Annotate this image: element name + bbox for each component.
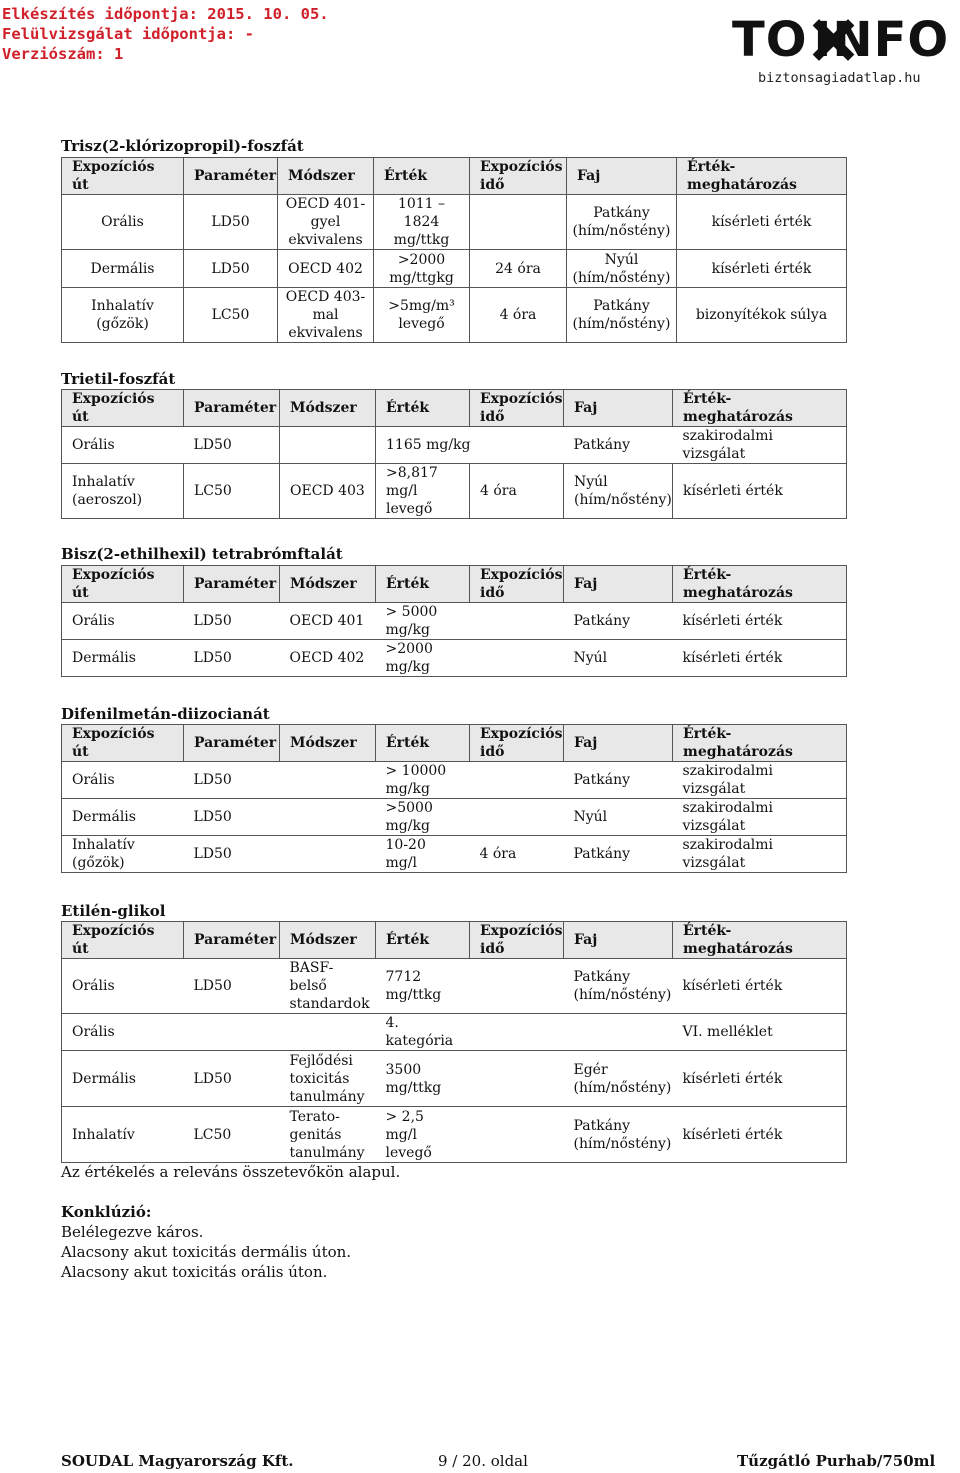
table-cell: OECD 403: [280, 464, 376, 519]
table-row: [62, 250, 847, 288]
table-cell: Patkány: [564, 427, 673, 464]
table-cell: [470, 603, 564, 640]
table-cell: LC50: [184, 464, 280, 519]
table-row: [62, 799, 847, 836]
version-number: Verziószám: 1: [2, 45, 124, 63]
table-cell: Inhalatív (gőzök): [62, 836, 184, 873]
table-header-row: [62, 922, 847, 959]
table-row: [62, 603, 847, 640]
col-header: Módszer: [280, 566, 376, 603]
table-cell: Nyúl (hím/nőstény): [567, 250, 677, 288]
col-header: Érték-meghatározás: [673, 566, 847, 603]
section-title: Difenilmetán-diizocianát: [61, 705, 270, 723]
table-cell: [470, 1051, 564, 1107]
table-cell: Inhalatív (gőzök): [62, 288, 184, 343]
conclusion-title: Konklúzió:: [61, 1203, 152, 1221]
table-cell: kísérleti érték: [673, 959, 847, 1014]
table-cell: szakirodalmi vizsgálat: [673, 799, 847, 836]
table-cell: >8,817 mg/l levegő: [376, 464, 470, 519]
table-row: [62, 288, 847, 343]
footer-product: Tűzgátló Purhab/750ml: [737, 1452, 936, 1470]
table-cell: [280, 427, 376, 464]
table-cell: 4. kategória: [376, 1014, 470, 1051]
table-cell: [184, 1014, 280, 1051]
table-cell: [470, 1014, 564, 1051]
table-cell: 24 óra: [470, 250, 567, 288]
toxicity-table: [61, 921, 847, 1163]
logo-text-left: TO: [732, 12, 808, 68]
col-header: Faj: [564, 922, 673, 959]
table-cell: [470, 959, 564, 1014]
table-cell: Egér (hím/nőstény): [564, 1051, 673, 1107]
table-cell: >2000 mg/ttgkg: [374, 250, 470, 288]
col-header: Faj: [564, 566, 673, 603]
table-cell: > 10000 mg/kg: [376, 762, 470, 799]
table-cell: kísérleti érték: [673, 1051, 847, 1107]
table-cell: 10-20 mg/l: [376, 836, 470, 873]
footer-company: SOUDAL Magyarország Kft.: [61, 1452, 294, 1470]
col-header: Paraméter: [184, 725, 280, 762]
table-cell: Patkány (hím/nőstény): [564, 1107, 673, 1163]
table-cell: 3500 mg/ttkg: [376, 1051, 470, 1107]
conclusion-line: Belélegezve káros.: [61, 1223, 204, 1241]
table-cell: VI. melléklet: [673, 1014, 847, 1051]
col-header: Módszer: [280, 390, 376, 427]
table-cell: Nyúl: [564, 799, 673, 836]
table-header-row: [62, 158, 847, 195]
table-cell: 4 óra: [470, 836, 564, 873]
col-header: Expozíciós idő: [470, 158, 567, 195]
section-title: Trietil-foszfát: [61, 370, 176, 388]
table-header-row: [62, 725, 847, 762]
table-cell: LD50: [184, 250, 278, 288]
col-header: Faj: [567, 158, 677, 195]
col-header: Érték: [376, 725, 470, 762]
table-cell: LC50: [184, 1107, 280, 1163]
table-cell: [280, 799, 376, 836]
table-cell: kísérleti érték: [677, 195, 847, 250]
table-row: [62, 1107, 847, 1163]
table-cell: Fejlődési toxicitás tanulmány: [280, 1051, 376, 1107]
table-header-row: [62, 390, 847, 427]
table-cell: Orális: [62, 427, 184, 464]
table-cell: Inhalatív: [62, 1107, 184, 1163]
table-cell: LD50: [184, 762, 280, 799]
col-header: Érték-meghatározás: [673, 922, 847, 959]
col-header: Paraméter: [184, 922, 280, 959]
section-title: Bisz(2-ethilhexil) tetrabrómftalát: [61, 545, 343, 563]
section-title: Etilén-glikol: [61, 902, 166, 920]
table-cell: LD50: [184, 195, 278, 250]
col-header: Expozíciós idő: [470, 566, 564, 603]
col-header: Expozíciós idő: [470, 390, 564, 427]
col-header: Érték: [376, 566, 470, 603]
table-cell: Orális: [62, 603, 184, 640]
table-cell: OECD 402: [280, 640, 376, 677]
table-cell: LD50: [184, 799, 280, 836]
col-header: Faj: [564, 725, 673, 762]
table-cell: Orális: [62, 195, 184, 250]
toxicity-table: [61, 724, 847, 873]
toxicity-table: [61, 389, 847, 519]
table-cell: > 2,5 mg/l levegő: [376, 1107, 470, 1163]
col-header: Paraméter: [184, 158, 278, 195]
table-row: [62, 1014, 847, 1051]
table-cell: [280, 1014, 376, 1051]
table-cell: Terato-genitás tanulmány: [280, 1107, 376, 1163]
conclusion-line: Alacsony akut toxicitás dermális úton.: [61, 1243, 352, 1261]
table-cell: 4 óra: [470, 464, 564, 519]
col-header: Expozíciós út: [62, 566, 184, 603]
table-cell: LD50: [184, 603, 280, 640]
table-row: [62, 762, 847, 799]
conclusion-block: [61, 1202, 351, 1282]
table-cell: LD50: [184, 959, 280, 1014]
conclusion-line: Alacsony akut toxicitás orális úton.: [61, 1263, 328, 1281]
reviewed-date: Felülvizsgálat időpontja: -: [2, 25, 254, 43]
table-cell: Orális: [62, 959, 184, 1014]
col-header: Módszer: [278, 158, 374, 195]
table-row: [62, 464, 847, 519]
table-row: [62, 1051, 847, 1107]
table-cell: 7712 mg/ttkg: [376, 959, 470, 1014]
table-cell: Dermális: [62, 799, 184, 836]
table-row: [62, 427, 847, 464]
col-header: Faj: [564, 390, 673, 427]
table-cell: LD50: [184, 640, 280, 677]
col-header: Expozíciós út: [62, 158, 184, 195]
table-cell: BASF- belső standardok: [280, 959, 376, 1014]
col-header: Expozíciós út: [62, 390, 184, 427]
table-cell: Patkány: [564, 836, 673, 873]
table-cell: Patkány: [564, 603, 673, 640]
table-row: [62, 195, 847, 250]
table-row: [62, 959, 847, 1014]
col-header: Expozíciós idő: [470, 725, 564, 762]
table-cell: [470, 762, 564, 799]
table-cell: [470, 640, 564, 677]
table-cell: kísérleti érték: [673, 1107, 847, 1163]
table-cell: LC50: [184, 288, 278, 343]
col-header: Módszer: [280, 922, 376, 959]
table-row: [62, 836, 847, 873]
table-cell: OECD 403-mal ekvivalens: [278, 288, 374, 343]
col-header: Érték: [376, 922, 470, 959]
col-header: Paraméter: [184, 390, 280, 427]
table-cell: Patkány (hím/nőstény): [564, 959, 673, 1014]
logo-text-right: INFO: [813, 12, 950, 68]
table-cell: Inhalatív (aeroszol): [62, 464, 184, 519]
table-cell: Patkány: [564, 762, 673, 799]
table-cell: Patkány (hím/nőstény): [567, 195, 677, 250]
table-cell: > 5000 mg/kg: [376, 603, 470, 640]
table-cell: szakirodalmi vizsgálat: [673, 427, 847, 464]
col-header: Érték-meghatározás: [673, 725, 847, 762]
section-title: Trisz(2-klórizopropil)-foszfát: [61, 137, 304, 155]
table-cell: Dermális: [62, 1051, 184, 1107]
toxicity-table: [61, 565, 847, 677]
toxicity-table: [61, 157, 847, 343]
table-cell: bizonyítékok súlya: [677, 288, 847, 343]
table-cell: [564, 1014, 673, 1051]
col-header: Érték-meghatározás: [677, 158, 847, 195]
table-cell: Orális: [62, 762, 184, 799]
col-header: Expozíciós idő: [470, 922, 564, 959]
table-cell: 1165 mg/kg: [376, 427, 564, 464]
document-meta: [2, 4, 329, 64]
toxinfo-logo: [732, 14, 948, 66]
table-cell: Nyúl: [564, 640, 673, 677]
table-cell: Nyúl (hím/nőstény): [564, 464, 673, 519]
assessment-note: Az értékelés a releváns összetevőkön alapul.: [61, 1163, 401, 1181]
col-header: Érték: [376, 390, 470, 427]
table-cell: [470, 799, 564, 836]
table-cell: kísérleti érték: [673, 640, 847, 677]
col-header: Érték-meghatározás: [673, 390, 847, 427]
table-cell: LD50: [184, 836, 280, 873]
col-header: Expozíciós út: [62, 725, 184, 762]
footer-page-number: 9 / 20. oldal: [438, 1452, 528, 1470]
table-header-row: [62, 566, 847, 603]
table-cell: Dermális: [62, 250, 184, 288]
table-cell: szakirodalmi vizsgálat: [673, 836, 847, 873]
col-header: Paraméter: [184, 566, 280, 603]
col-header: Módszer: [280, 725, 376, 762]
table-cell: >2000 mg/kg: [376, 640, 470, 677]
created-date: Elkészítés időpontja: 2015. 10. 05.: [2, 5, 329, 23]
site-url: biztonsagiadatlap.hu: [758, 70, 921, 86]
col-header: Érték: [374, 158, 470, 195]
table-row: [62, 640, 847, 677]
table-cell: Orális: [62, 1014, 184, 1051]
table-cell: Dermális: [62, 640, 184, 677]
table-cell: OECD 401-gyel ekvivalens: [278, 195, 374, 250]
col-header: Expozíciós út: [62, 922, 184, 959]
table-cell: [280, 762, 376, 799]
table-cell: LD50: [184, 427, 280, 464]
table-cell: kísérleti érték: [673, 464, 847, 519]
table-cell: [280, 836, 376, 873]
table-cell: szakirodalmi vizsgálat: [673, 762, 847, 799]
table-cell: >5mg/m³ levegő: [374, 288, 470, 343]
table-cell: LD50: [184, 1051, 280, 1107]
table-cell: OECD 402: [278, 250, 374, 288]
table-cell: >5000 mg/kg: [376, 799, 470, 836]
table-cell: Patkány (hím/nőstény): [567, 288, 677, 343]
table-cell: 4 óra: [470, 288, 567, 343]
table-cell: kísérleti érték: [677, 250, 847, 288]
table-cell: kísérleti érték: [673, 603, 847, 640]
table-cell: OECD 401: [280, 603, 376, 640]
table-cell: [470, 1107, 564, 1163]
table-cell: 1011 – 1824 mg/ttkg: [374, 195, 470, 250]
table-cell: [470, 195, 567, 250]
